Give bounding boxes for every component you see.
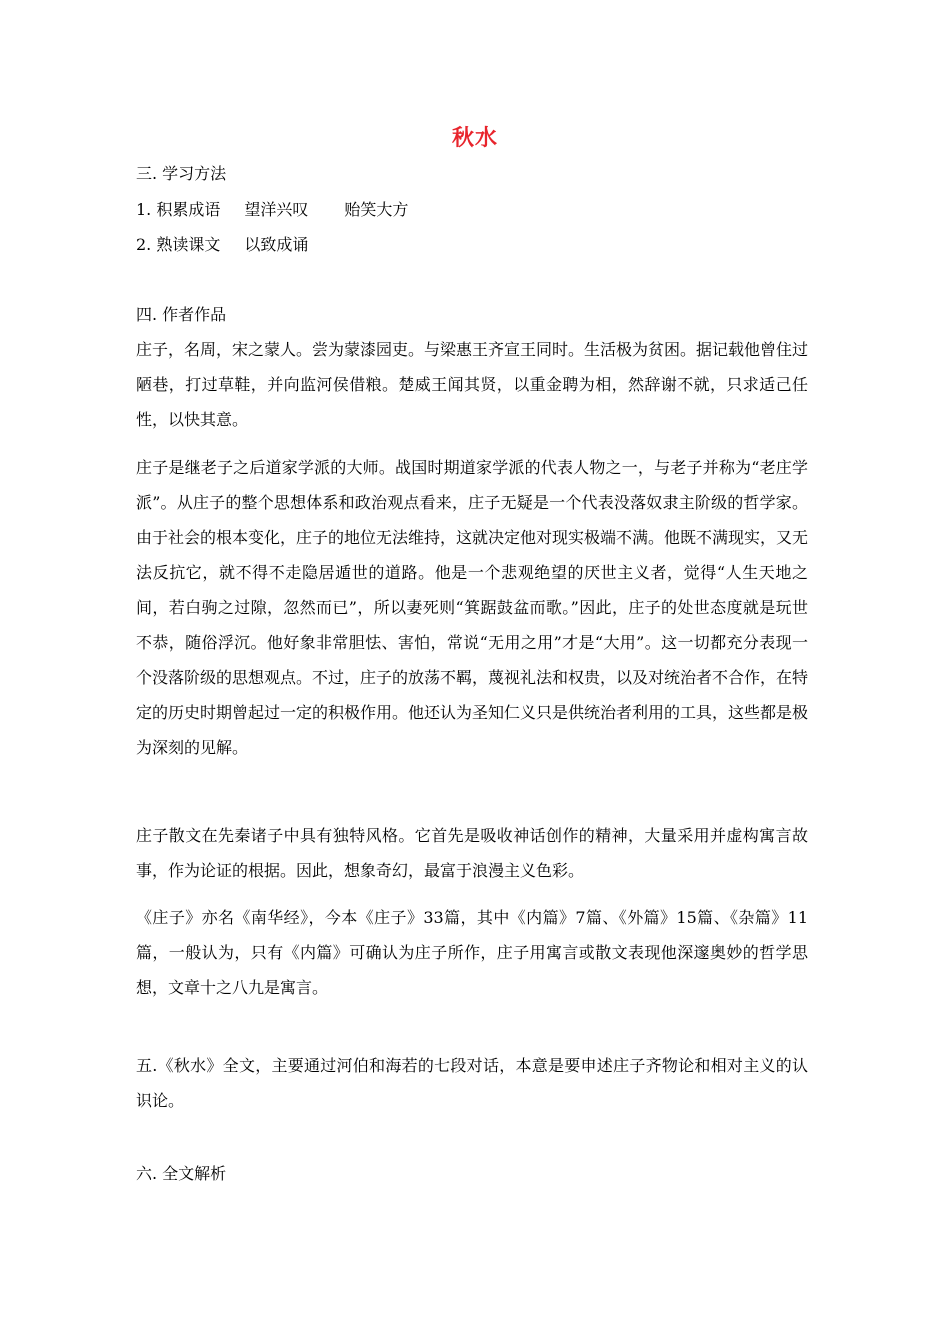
author-paragraph-4: 《庄子》亦名《南华经》，今本《庄子》33篇，其中《内篇》7篇、《外篇》15篇、《杂篇》11篇，一般认为，只有《内篇》可确认为庄子所作，庄子用寓言或散文表现他深邃奥妙的哲学思想，文章十之八九是寓言。	[136, 908, 808, 997]
idiom-2: 贻笑大方	[344, 200, 409, 219]
summary-paragraph: 五.《秋水》全文，主要通过河伯和海若的七段对话，本意是要申述庄子齐物论和相对主义的认识论。	[136, 1056, 808, 1110]
section-heading-author: 四. 作者作品	[136, 305, 227, 324]
method-item-1	[136, 200, 408, 220]
author-paragraph-2: 庄子是继老子之后道家学派的大师。战国时期道家学派的代表人物之一，与老子并称为“老庄学派”。从庄子的整个思想体系和政治观点看来，庄子无疑是一个代表没落奴隶主阶级的哲学家。由于社会的根本变化，庄子的地位无法维持，这就决定他对现实极端不满。他既不满现实，又无法反抗它，就不得不走隐居遁世的道路。他是一个悲观绝望的厌世主义者，觉得“人生天地之间，若白驹之过隙，忽然而已”，所以妻死则“箕踞鼓盆而歌。”因此，庄子的处世态度就是玩世不恭，随俗浮沉。他好象非常胆怯、害怕，常说“无用之用”才是“大用”。这一切都充分表现一个没落阶级的思想观点。不过，庄子的放荡不羁，蔑视礼法和权贵，以及对统治者不合作，在特定的历史时期曾起过一定的积极作用。他还认为圣知仁义只是供统治者利用的工具，这些都是极为深刻的见解。	[136, 458, 809, 757]
idiom-1: 望洋兴叹	[244, 200, 309, 219]
method-item-1-label: 1. 积累成语	[136, 200, 221, 219]
author-paragraph-3: 庄子散文在先秦诸子中具有独特风格。它首先是吸收神话创作的精神，大量采用并虚构寓言故事，作为论证的根据。因此，想象奇幻，最富于浪漫主义色彩。	[136, 826, 808, 880]
page-title: 秋水	[451, 126, 498, 151]
method-item-2-label: 2. 熟读课文	[136, 235, 221, 254]
method-item-2-value: 以致成诵	[244, 235, 309, 254]
author-paragraph-1: 庄子，名周，宋之蒙人。尝为蒙漆园吏。与梁惠王齐宣王同时。生活极为贫困。据记载他曾住过陋巷，打过草鞋，并向监河侯借粮。楚威王闻其贤，以重金聘为相，然辞谢不就，只求适己任性，以快其意。	[136, 340, 809, 429]
section-heading-analysis: 六. 全文解析	[136, 1164, 227, 1183]
method-item-2	[136, 235, 308, 255]
section-heading-method: 三. 学习方法	[136, 164, 227, 183]
